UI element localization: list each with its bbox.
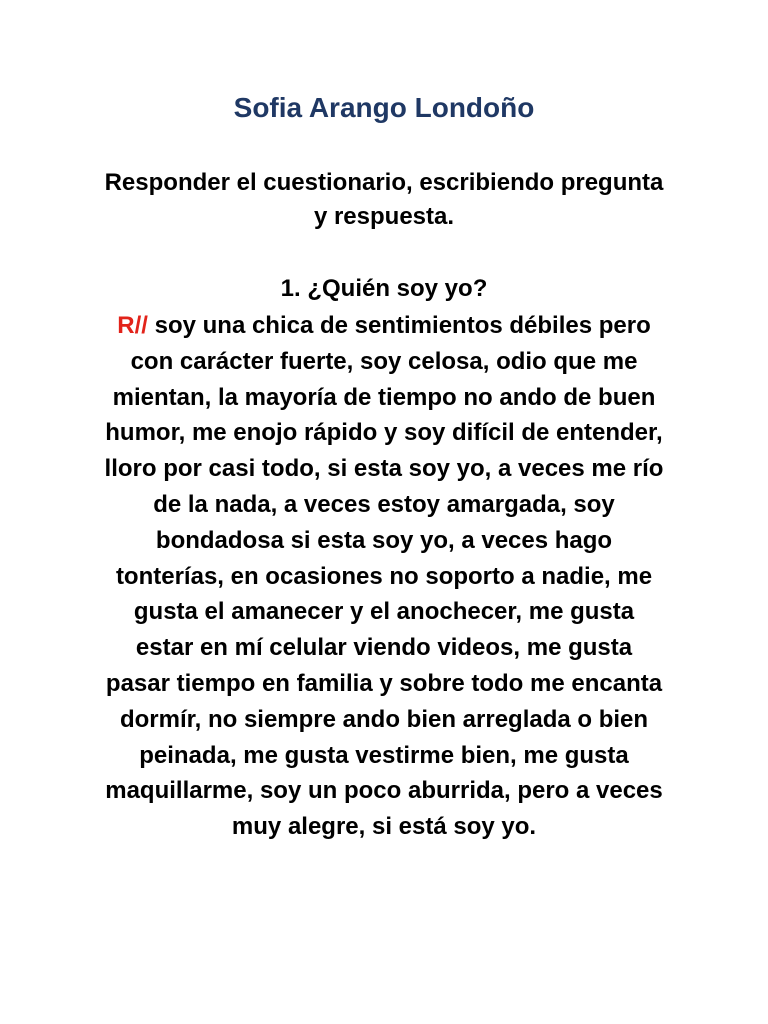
question-text: 1. ¿Quién soy yo?: [280, 275, 488, 302]
answer-marker: R//: [117, 312, 148, 339]
answer-text: soy una chica de sentimientos débiles pero con carácter fuerte, soy celosa, odio que me mientan, la mayoría de tiempo no ando de buen humor, me enojo rápido y soy difícil de entender, lloro por casi todo, si esta soy yo, a veces me río de la nada, a veces estoy amargada, soy bondadosa si esta soy yo, a veces hago tonterías, en ocasiones no soporto a nadie, me gusta el amanecer y el anochecer, me gusta estar en mí celular viendo videos, me gusta pasar tiempo en familia y sobre todo me encanta dormír, no siempre ando bien arreglada o bien peinada, me gusta vestirme bien, me gusta maquillarme, soy un poco aburrida, pero a veces muy alegre, si está soy yo.: [104, 312, 664, 841]
instructions-text: Responder el cuestionario, escribiendo pregunta y respuesta.: [104, 169, 664, 230]
answer-paragraph: [104, 308, 664, 845]
author-name: Sofia Arango Londoño: [233, 92, 535, 123]
